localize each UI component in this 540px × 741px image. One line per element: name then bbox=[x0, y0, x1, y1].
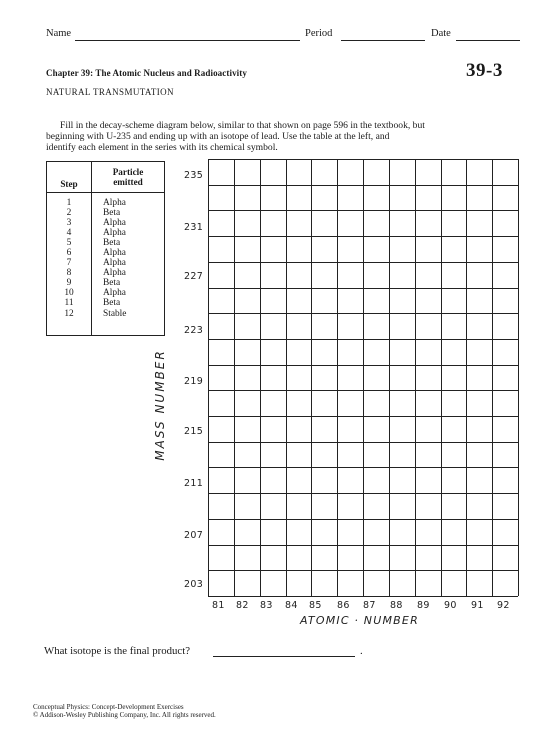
atomic-tick-label: 83 bbox=[260, 600, 273, 611]
table-cell-step: 9 bbox=[66, 278, 72, 289]
mass-tick-label: 215 bbox=[184, 426, 204, 437]
table-cell-step: 4 bbox=[66, 228, 72, 239]
atomic-tick-label: 85 bbox=[309, 600, 322, 611]
mass-tick-label: 203 bbox=[184, 579, 204, 590]
table-cell-step: 6 bbox=[66, 248, 72, 259]
atomic-tick-label: 86 bbox=[337, 600, 350, 611]
table-cell-step: 10 bbox=[64, 288, 74, 299]
table-cell-particle: Beta bbox=[103, 208, 121, 219]
instruction-line: identify each element in the series with its chemical symbol. bbox=[46, 142, 278, 154]
column-header-step: Step bbox=[60, 179, 78, 189]
table-cell-particle: Beta bbox=[103, 298, 121, 309]
table-cell-step: 8 bbox=[66, 268, 72, 279]
table-cell-step: 2 bbox=[66, 208, 72, 219]
mass-tick-label: 231 bbox=[184, 222, 204, 233]
table-cell-particle: Alpha bbox=[103, 228, 126, 239]
x-axis-title: ATOMIC · NUMBER bbox=[300, 614, 419, 627]
atomic-tick-label: 88 bbox=[390, 600, 403, 611]
table-cell-particle: Alpha bbox=[103, 268, 126, 279]
footer bbox=[33, 703, 216, 719]
table-cell-step: 3 bbox=[66, 218, 72, 229]
instruction-line: Fill in the decay-scheme diagram below, similar to that shown on page 596 in the textbook, but bbox=[60, 120, 425, 131]
table-cell-particle: Alpha bbox=[103, 218, 126, 229]
instruction-line: beginning with U-235 and ending up with an isotope of lead. Use the table at the left, and bbox=[46, 131, 390, 143]
column-header-particle-line2: emitted bbox=[113, 177, 143, 187]
atomic-tick-label: 84 bbox=[285, 600, 298, 611]
column-header-particle-line1: Particle bbox=[112, 167, 144, 177]
mass-tick-label: 223 bbox=[184, 325, 204, 336]
table-cell-particle: Stable bbox=[103, 308, 127, 319]
atomic-tick-label: 89 bbox=[417, 600, 430, 611]
period-label: Period bbox=[305, 28, 333, 39]
table-cell-step: 11 bbox=[64, 298, 74, 309]
name-label: Name bbox=[46, 28, 72, 39]
table-cell-particle: Beta bbox=[103, 238, 121, 249]
table-cell-particle: Alpha bbox=[103, 248, 126, 259]
mass-tick-label: 235 bbox=[184, 170, 204, 181]
mass-tick-label: 227 bbox=[184, 271, 204, 282]
final-product-question: What isotope is the final product? bbox=[44, 645, 191, 657]
table-cell-step: 12 bbox=[64, 308, 74, 319]
sheet-number: 39-3 bbox=[466, 60, 503, 81]
table-cell-particle: Beta bbox=[103, 278, 121, 289]
y-axis-title: MASS NUMBER bbox=[153, 349, 167, 461]
atomic-tick-label: 87 bbox=[363, 600, 376, 611]
section-title: NATURAL TRANSMUTATION bbox=[46, 87, 174, 97]
footer-line: Conceptual Physics: Concept-Development Exercises bbox=[33, 703, 184, 711]
table-cell-step: 7 bbox=[66, 258, 72, 269]
table-cell-particle: Alpha bbox=[103, 258, 126, 269]
table-cell-particle: Alpha bbox=[103, 288, 126, 299]
atomic-tick-label: 91 bbox=[471, 600, 484, 611]
mass-tick-label: 207 bbox=[184, 530, 204, 541]
table-cell-step: 1 bbox=[66, 198, 72, 208]
atomic-tick-label: 81 bbox=[212, 600, 225, 611]
atomic-tick-label: 82 bbox=[236, 600, 249, 611]
atomic-tick-label: 92 bbox=[497, 600, 510, 611]
mass-tick-label: 211 bbox=[184, 478, 204, 489]
atomic-tick-label: 90 bbox=[444, 600, 457, 611]
mass-tick-label: 219 bbox=[184, 376, 204, 387]
table-cell-step: 5 bbox=[66, 238, 72, 249]
final-product-answer-field[interactable] bbox=[213, 656, 355, 657]
footer-line: © Addison-Wesley Publishing Company, Inc. All rights reserved. bbox=[33, 711, 216, 720]
answer-period: . bbox=[360, 645, 363, 657]
table-cell-particle: Alpha bbox=[103, 198, 126, 208]
date-label: Date bbox=[431, 28, 451, 39]
chapter-title: Chapter 39: The Atomic Nucleus and Radioactivity bbox=[46, 68, 247, 78]
